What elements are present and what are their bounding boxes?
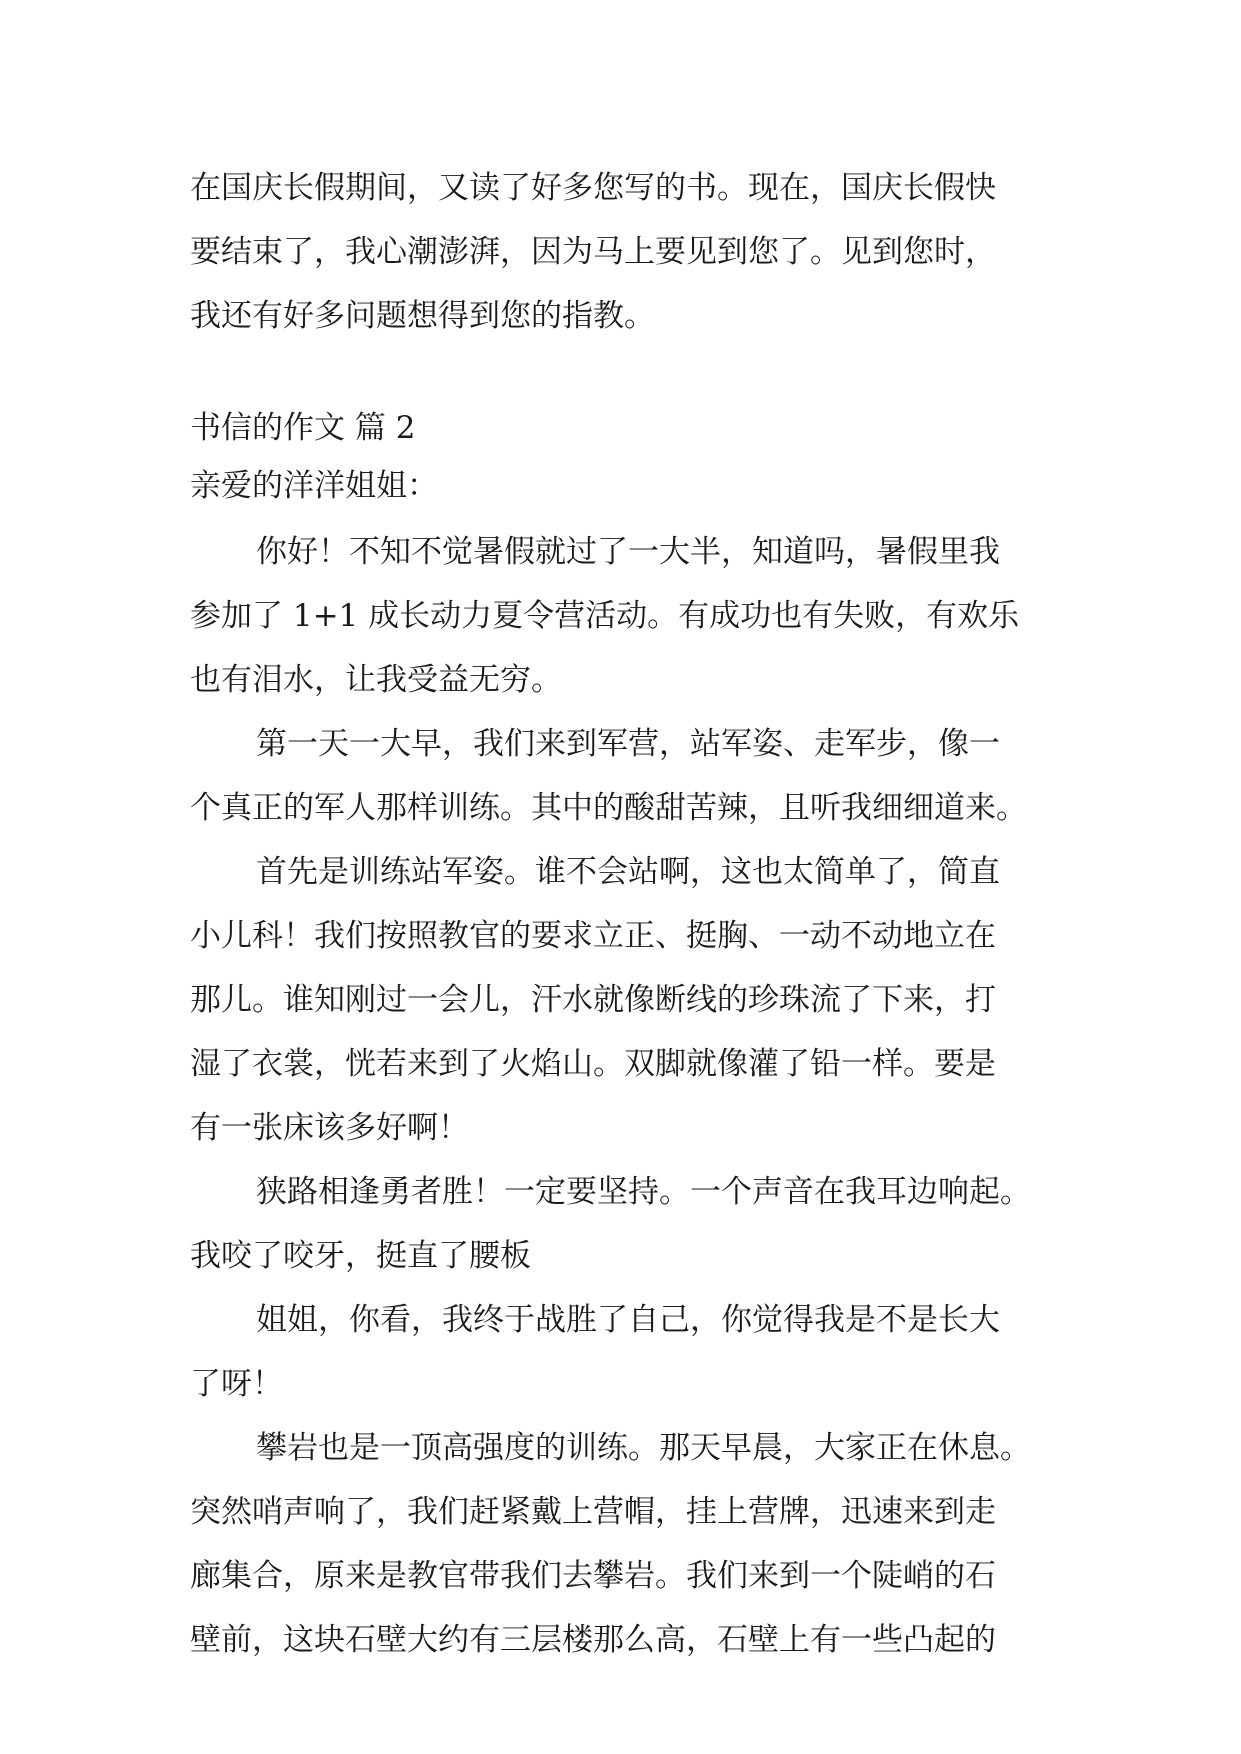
text-line: 了呀！ — [190, 1366, 283, 1402]
text-line: 攀岩也是一顶高强度的训练。那天早晨，大家正在休息。 — [256, 1430, 1031, 1466]
text-line: 廊集合，原来是教官带我们去攀岩。我们来到一个陡峭的石 — [190, 1558, 996, 1594]
text-line: 湿了衣裳，恍若来到了火焰山。双脚就像灌了铅一样。要是 — [190, 1046, 996, 1082]
text-line: 个真正的军人那样训练。其中的酸甜苦辣，且听我细细道来。 — [190, 790, 1027, 826]
text-line: 首先是训练站军姿。谁不会站啊，这也太简单了，简直 — [256, 854, 1000, 890]
text-line: 壁前，这块石壁大约有三层楼那么高，石壁上有一些凸起的 — [190, 1622, 996, 1658]
text-line: 姐姐，你看，我终于战胜了自己，你觉得我是不是长大 — [256, 1302, 1000, 1338]
text-line: 那儿。谁知刚过一会儿，汗水就像断线的珍珠流了下来，打 — [190, 982, 996, 1018]
text-line: 要结束了，我心潮澎湃，因为马上要见到您了。见到您时， — [190, 234, 996, 270]
text-line: 也有泪水，让我受益无穷。 — [190, 662, 562, 698]
text-line: 在国庆长假期间，又读了好多您写的书。现在，国庆长假快 — [190, 170, 996, 206]
text-line: 第一天一大早，我们来到军营，站军姿、走军步，像一 — [256, 726, 1000, 762]
text-line: 突然哨声响了，我们赶紧戴上营帽，挂上营牌，迅速来到走 — [190, 1494, 996, 1530]
section-title: 书信的作文 篇 2 — [190, 410, 416, 446]
text-line: 狭路相逢勇者胜！一定要坚持。一个声音在我耳边响起。 — [256, 1174, 1031, 1210]
text-line: 我咬了咬牙，挺直了腰板 — [190, 1238, 531, 1274]
salutation: 亲爱的洋洋姐姐： — [190, 468, 438, 504]
text-line: 小儿科！我们按照教官的要求立正、挺胸、一动不动地立在 — [190, 918, 996, 954]
text-line: 参加了 1+1 成长动力夏令营活动。有成功也有失败，有欢乐 — [190, 598, 1020, 634]
text-line: 有一张床该多好啊！ — [190, 1110, 469, 1146]
text-line: 你好！不知不觉暑假就过了一大半，知道吗，暑假里我 — [256, 534, 1000, 570]
text-line: 我还有好多问题想得到您的指教。 — [190, 298, 655, 334]
